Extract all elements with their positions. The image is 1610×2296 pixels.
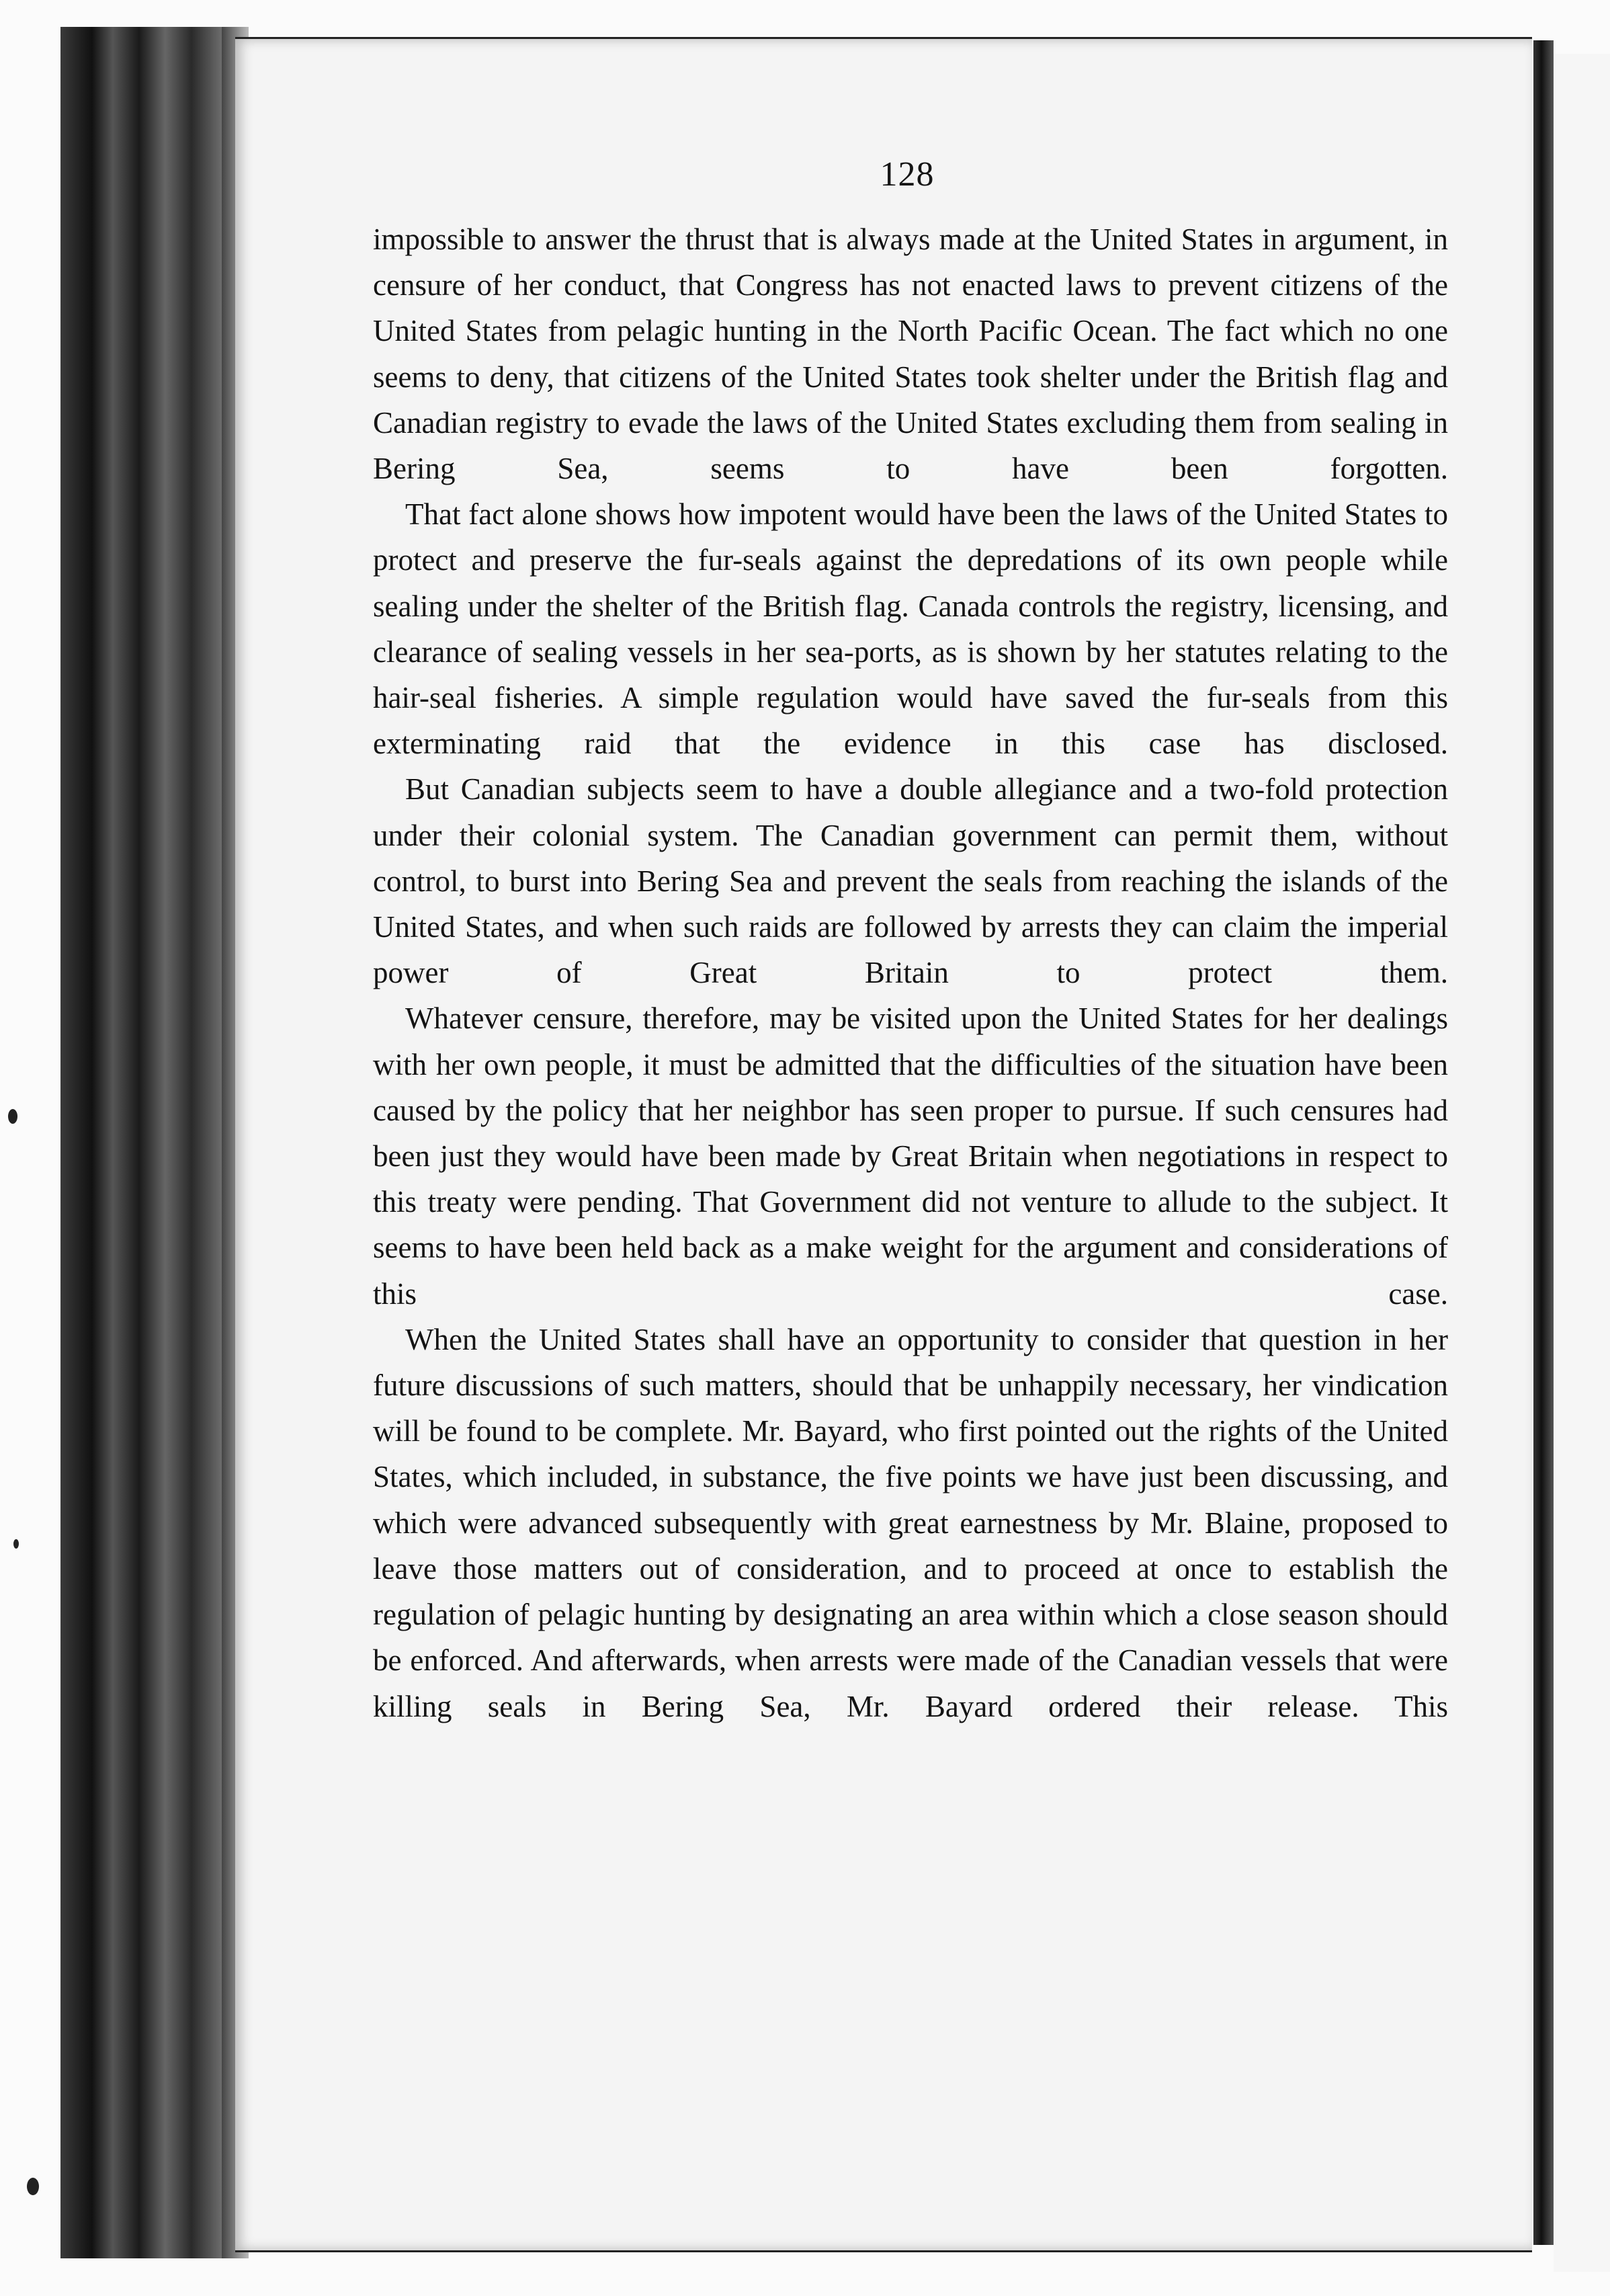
- book-page-edges: [60, 27, 235, 2258]
- page-number: 128: [880, 155, 935, 194]
- right-page-border: [1533, 40, 1554, 2245]
- paragraph-4: Whatever censure, therefore, may be visited upon the United States for her dealings with her own people, it must be admitted that the difficulties of the situation have been caused by the policy that her neighbor has seen proper to pursue. If such censures had been just they would have been made by Great Britain when negotiations in respect to this treaty were pending. That Government did not venture to allude to the subject. It seems to have been held back as a make weight for the argument and considerations of this case.: [373, 1001, 1448, 1311]
- scan-speck: [27, 2178, 39, 2195]
- scan-speck: [8, 1109, 17, 1124]
- body-text: [373, 216, 1448, 1729]
- paragraph-3: But Canadian subjects seem to have a double allegiance and a two-fold protection under their colonial system. The Canadian government can permit them, without control, to burst into Bering Sea and prevent the seals from reaching the islands of the United States, and when such raids are followed by arrests they can claim the imperial power of Great Britain to protect them.: [373, 772, 1448, 990]
- paragraph-5: When the United States shall have an opportunity to consider that question in her future discussions of such matters, should that be unhappily necessary, her vindication will be found to be complete. Mr. Bayard, who first pointed out the rights of the United States, which included, in substance, the five points we have just been discussing, and which were advanced subsequently with great earnestness by Mr. Blaine, proposed to leave those matters out of consideration, and to proceed at once to establish the regulation of pelagic hunting by designating an area within which a close season should be enforced. And afterwards, when arrests were made of the Canadian vessels that were killing seals in Bering Sea, Mr. Bayard ordered their release. This: [373, 1322, 1448, 1723]
- scan-speck: [13, 1539, 19, 1549]
- facing-page-sliver: [1554, 54, 1610, 2272]
- paragraph-1: impossible to answer the thrust that is always made at the United States in argument, in censure of her conduct, that Congress has not enacted laws to prevent citizens of the United States from pelagic hunting in the North Pacific Ocean. The fact which no one seems to deny, that citizens of the United States took shelter under the British flag and Canadian registry to evade the laws of the United States excluding them from sealing in Bering Sea, seems to have been forgotten.: [373, 222, 1448, 486]
- paragraph-2: That fact alone shows how impotent would have been the laws of the United States to protect and preserve the fur-seals against the depredations of its own people while sealing under the shelter of the British flag. Canada controls the registry, licensing, and clearance of sealing vessels in her sea-ports, as is shown by her statutes relating to the hair-seal fisheries. A simple regulation would have saved the fur-seals from this exterminating raid that the evidence in this case has disclosed.: [373, 497, 1448, 761]
